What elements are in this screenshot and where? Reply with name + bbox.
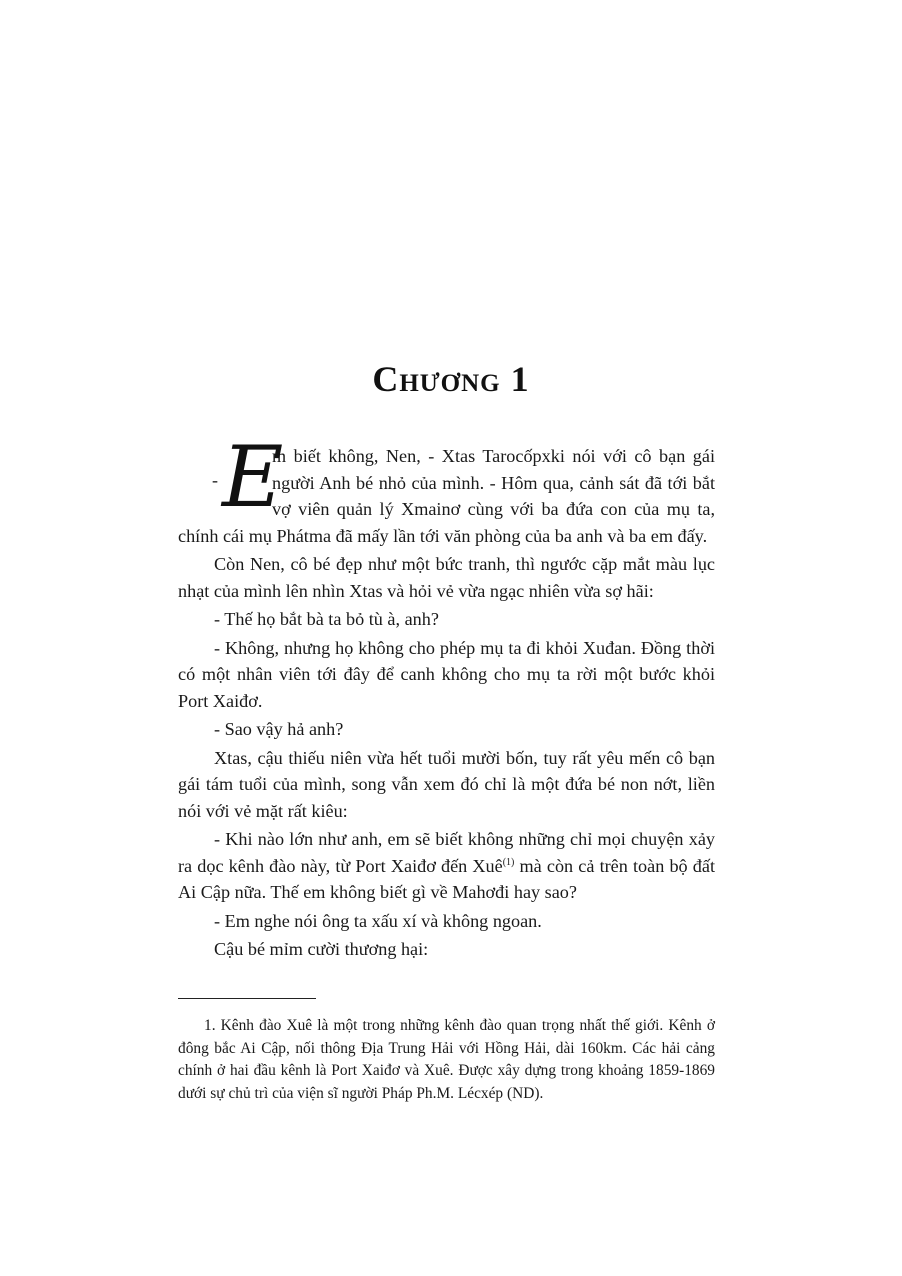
note-paragraph-after: mà còn cả trên toàn bộ đất Ai Cập nữa. Thế em không biết gì về Mahơđi hay sao? [178, 855, 716, 902]
body-paragraph-with-note [178, 826, 715, 906]
note-paragraph-before: - Khi nào lớn như anh, em sẽ biết không những chỉ mọi chuyện xảy ra dọc kênh đào này, từ Port Xaiđơ đến Xuê [178, 829, 715, 876]
drop-cap-block [178, 428, 284, 526]
body-paragraph: Còn Nen, cô bé đẹp như một bức tranh, thì ngước cặp mắt màu lục nhạt của mình lên nhìn Xtas và hỏi vẻ vừa ngạc nhiên vừa sợ hãi: [178, 554, 715, 601]
body-paragraph: - Sao vậy hả anh? [214, 719, 344, 739]
opening-paragraph [178, 428, 715, 549]
footnote-reference[interactable]: (1) [502, 856, 515, 868]
chapter-title-text: Chương 1 [372, 359, 530, 400]
chapter-title [0, 358, 902, 400]
body-paragraph: Xtas, cậu thiếu niên vừa hết tuổi mười bốn, tuy rất yêu mến cô bạn gái tám tuổi của mình, song vẫn xem đó chỉ là một đứa bé non nớt, liền nói với vẻ mặt rất kiêu: [178, 747, 715, 821]
drop-cap-letter: E [222, 428, 284, 526]
footnote-divider [178, 998, 316, 999]
chapter-body [178, 428, 716, 965]
opening-paragraph-text: m biết không, Nen, - Xtas Tarocốpxki nói với cô bạn gái người Anh bé nhỏ của mình. - Hôm qua, cảnh sát đã tới bắt vợ viên quản lý Xmainơ cùng với ba đứa con của mụ ta, chính cái mụ Phátma đã mấy lần tới văn phòng của ba anh và ba em đấy. [178, 446, 715, 546]
body-paragraph: - Em nghe nói ông ta xấu xí và không ngoan. [214, 910, 542, 931]
drop-cap-dash: - [212, 470, 218, 490]
footnote-text: 1. Kênh đào Xuê là một trong những kênh đào quan trọng nhất thế giới. Kênh ở đông bắc Ai Cập, nối thông Địa Trung Hải với Hồng Hải, dài 160km. Các hải cảng chính ở hai đầu kênh là Port Xaiđơ và Xuê. Được xây dựng trong khoảng 1859-1869 dưới sự chủ trì của viện sĩ người Pháp Ph.M. Lécxép (ND). [178, 1017, 715, 1102]
body-paragraph: Cậu bé mỉm cười thương hại: [214, 939, 429, 959]
body-paragraph: - Thế họ bắt bà ta bỏ tù à, anh? [214, 609, 439, 629]
body-paragraph: - Không, nhưng họ không cho phép mụ ta đi khỏi Xuđan. Đồng thời có một nhân viên tới đây để canh không cho mụ ta rời một bước khỏi Port Xaiđơ. [178, 637, 715, 711]
